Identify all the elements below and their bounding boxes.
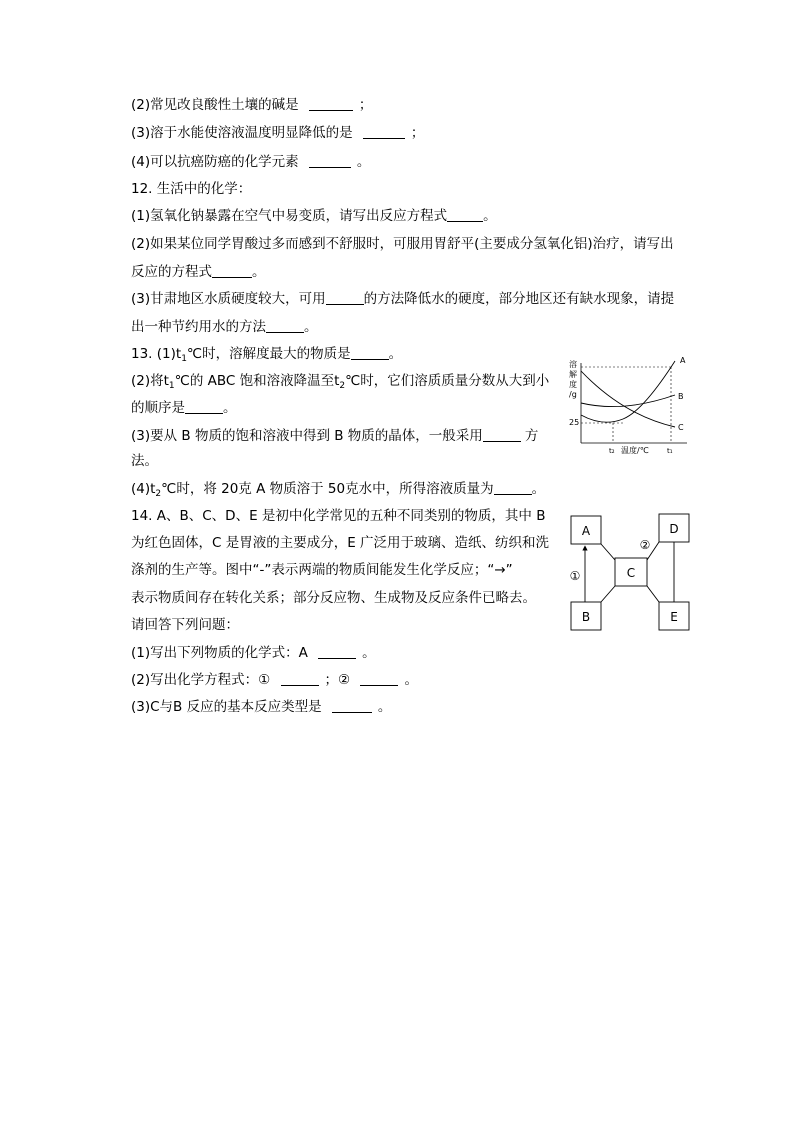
q13-line-2b: 的顺序是 。 (131, 400, 237, 416)
answer-blank[interactable] (266, 319, 304, 333)
q11-line-2: (2)常见改良酸性土壤的碱是 ； (131, 97, 373, 113)
answer-blank[interactable] (363, 125, 405, 139)
link-a-c (601, 544, 615, 560)
box-b-label: B (581, 610, 591, 624)
q12-line-1: (1)氢氧化钠暴露在空气中易变质，请写出反应方程式 。 (131, 208, 497, 224)
y-axis-label-char: 度 (569, 380, 577, 389)
relationship-diagram (565, 512, 697, 634)
y-axis-label-char: 溶 (569, 360, 577, 369)
q14-line-6: (1)写出下列物质的化学式：A 。 (131, 645, 376, 661)
link-b-c (601, 586, 615, 602)
label-1: ① (569, 569, 581, 583)
answer-blank[interactable] (360, 672, 398, 686)
q12-line-3b: 出一种节约用水的方法 。 (131, 319, 318, 335)
curve-label-c: C (678, 423, 684, 432)
x-axis-label: 温度/℃ (621, 446, 649, 455)
answer-blank[interactable] (332, 699, 372, 713)
answer-blank[interactable] (212, 264, 252, 278)
q11-line-4: (4)可以抗癌防癌的化学元素 。 (131, 154, 371, 170)
curve-b (581, 395, 675, 407)
y-tick-25: 25 (569, 418, 580, 427)
answer-blank[interactable] (326, 291, 364, 305)
answer-blank[interactable] (483, 428, 521, 442)
q13-line-1: 13. $(1)t_1℃$时，溶解度最大的物质是 。 (131, 346, 403, 364)
q13-line-3b: 法。 (131, 453, 158, 469)
answer-blank[interactable] (447, 208, 483, 222)
answer-blank[interactable] (309, 154, 351, 168)
answer-blank[interactable] (185, 400, 223, 414)
box-a-label: A (581, 524, 591, 538)
q14-line-3: 涤剂的生产等。图中“-”表示两端的物质间能发生化学反应；“→” (131, 562, 513, 578)
answer-blank[interactable] (318, 645, 356, 659)
q14-line-5: 请回答下列问题： (131, 617, 239, 633)
box-c-label: C (626, 566, 636, 580)
x-tick-t1: t₁ (667, 447, 673, 455)
x-tick-t2: t₂ (609, 447, 615, 455)
link-c-e (647, 586, 659, 602)
q12-title: 12. 生活中的化学： (131, 181, 252, 197)
q14-line-4: 表示物质间存在转化关系；部分反应物、生成物及反应条件已略去。 (131, 590, 536, 606)
curve-label-a: A (680, 356, 686, 365)
box-e-label: E (670, 610, 678, 624)
q13-line-3a: (3)要从 B 物质的饱和溶液中得到 B 物质的晶体，一般采用 方 (131, 428, 539, 444)
curve-label-b: B (678, 392, 684, 401)
label-2: ② (639, 538, 651, 552)
solubility-graph (563, 355, 703, 460)
q12-line-3a: (3)甘肃地区水质硬度较大，可用 的方法降低水的硬度，部分地区还有缺水现象，请提 (131, 291, 675, 307)
q11-line-3: (3)溶于水能使溶液温度明显降低的是 ； (131, 125, 425, 141)
answer-blank[interactable] (494, 481, 532, 495)
answer-blank[interactable] (351, 346, 389, 360)
box-d-label: D (669, 522, 679, 536)
curve-a (581, 361, 675, 422)
q12-line-2b: 反应的方程式 。 (131, 264, 266, 280)
q14-line-1: 14. A、B、C、D、E 是初中化学常见的五种不同类别的物质，其中 B (131, 508, 546, 524)
q14-line-8: (3)C与B 反应的基本反应类型是 。 (131, 699, 392, 715)
answer-blank[interactable] (309, 97, 353, 111)
q13-line-4: $(4)t_2℃$时，将 20克 A 物质溶于 50克水中，所得溶液质量为 。 (131, 481, 546, 499)
y-axis-label-char: /g (569, 390, 577, 399)
q12-line-2a: (2)如果某位同学胃酸过多而感到不舒服时，可服用胃舒平(主要成分氢氧化铝)治疗，请写出 (131, 236, 674, 252)
answer-blank[interactable] (281, 672, 319, 686)
y-axis-label-char: 解 (569, 370, 577, 379)
q14-line-7: (2)写出化学方程式：① ；② 。 (131, 672, 418, 688)
q13-line-2a: (2)将$t_1℃$的 ABC 饱和溶液降温至$t_2℃$时，它们溶质质量分数从大到小 (131, 373, 550, 391)
q14-line-2: 为红色固体，C 是胃液的主要成分，E 广泛用于玻璃、造纸、纺织和洗 (131, 535, 550, 551)
